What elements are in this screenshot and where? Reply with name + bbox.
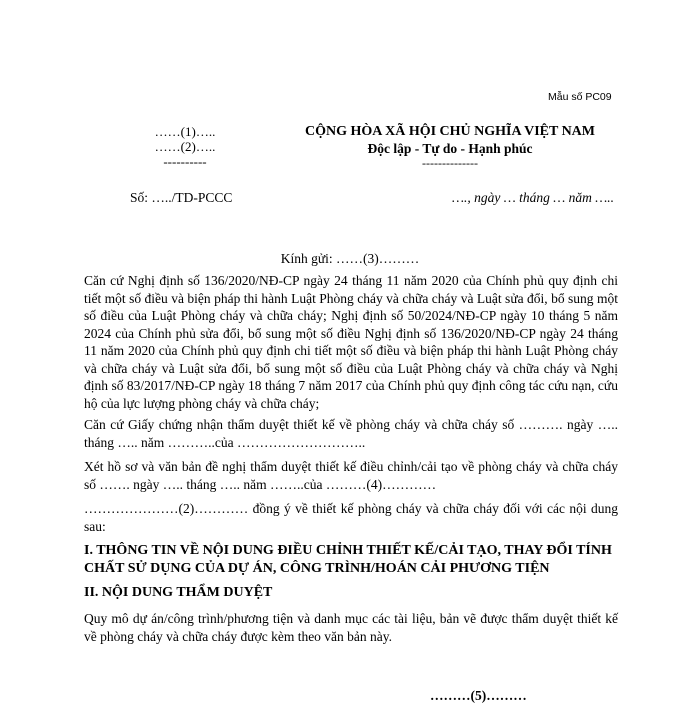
agency-line-2: ……(2)….. [154,139,216,154]
approval-paragraph: …………………(2)………… đồng ý về thiết kế phòng cháy và chữa cháy đối với các nội dung sau: [84,501,618,534]
issuing-agency-header [105,124,265,169]
national-motto: Độc lập - Tự do - Hạnh phúc [367,141,533,156]
national-header [270,123,630,170]
national-divider: -------------- [422,156,478,170]
scope-paragraph: Quy mô dự án/công trình/phương tiện và danh mục các tài liệu, bản vẽ được thẩm duyệt thiết kế về phòng cháy và chữa cháy được kèm theo văn bản này. [84,611,618,644]
document-number: Số: …../TD-PCCC [130,190,233,205]
place-date: …., ngày … tháng … năm ….. [452,190,615,205]
form-code: Mẫu số PC09 [548,91,612,103]
review-paragraph: Xét hồ sơ và văn bản đề nghị thẩm duyệt thiết kế điều chỉnh/cải tạo về phòng cháy và chữa cháy số ……. ngày ….. tháng ….. năm ……..của ………(4)………… [84,459,618,492]
section-1-heading: I. THÔNG TIN VỀ NỘI DUNG ĐIỀU CHỈNH THIẾT KẾ/CẢI TẠO, THAY ĐỔI TÍNH CHẤT SỬ DỤNG CỦA DỰ ÁN, CÔNG TRÌNH/HOÁN CẢI PHƯƠNG TIỆN [84,543,612,576]
signature-placeholder: ………(5)……… [430,688,527,703]
legal-basis-paragraph: Căn cứ Nghị định số 136/2020/NĐ-CP ngày 24 tháng 11 năm 2020 của Chính phủ quy định chi tiết một số điều và biện pháp thi hành Luật Phòng cháy và chữa cháy và Luật sửa đổi, bổ sung một số điều của Luật Phòng cháy và chữa cháy; Nghị định số 50/2024/NĐ-CP ngày 10 tháng 5 năm 2024 của Chính phủ sửa đổi, bổ sung một số điều Nghị định số 136/2020/NĐ-CP ngày 24 tháng 11 năm 2020 của Chính phủ quy định chi tiết một số điều và biện pháp thi hành Luật Phòng cháy và chữa cháy và Luật sửa đổi, bổ sung một số điều của Luật Phòng cháy và chữa cháy và Nghị định số 83/2017/NĐ-CP ngày 18 tháng 7 năm 2017 của Chính phủ quy định công tác cứu nạn, cứu hộ của lực lượng phòng cháy và chữa cháy; [84,273,618,411]
recipient-line: Kính gửi: ……(3)……… [280,251,420,266]
certificate-basis-paragraph: Căn cứ Giấy chứng nhận thẩm duyệt thiết kế về phòng cháy và chữa cháy số ………. ngày ….. tháng ….. năm ………..của ……………………….. [84,417,618,450]
agency-line-1: ……(1)….. [154,124,216,139]
national-title: CỘNG HÒA XÃ HỘI CHỦ NGHĨA VIỆT NAM [304,124,595,139]
section-2-heading: II. NỘI DUNG THẨM DUYỆT [84,585,273,600]
agency-divider: ---------- [163,154,207,169]
